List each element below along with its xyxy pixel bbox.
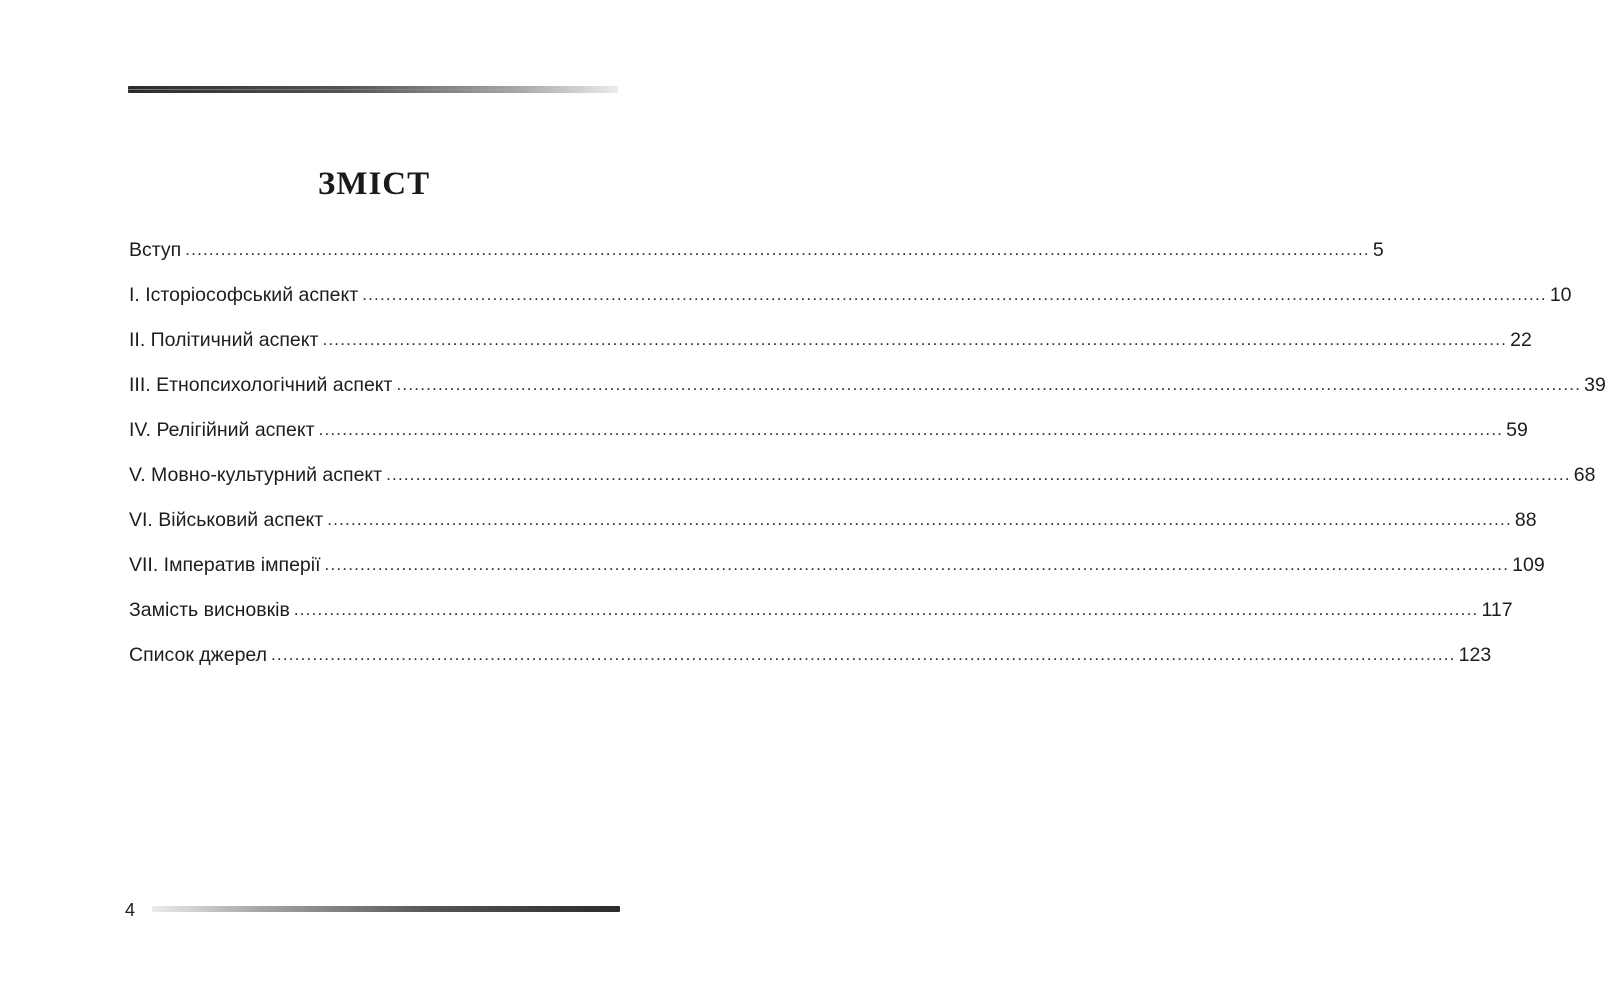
toc-entry-label: Список джерел — [129, 644, 267, 666]
toc-entry-label: VII. Імператив імперії — [129, 554, 321, 576]
page-title: ЗМІСТ — [317, 166, 431, 202]
toc-entry-page: 22 — [1510, 329, 1532, 351]
toc-entry-page: 117 — [1481, 599, 1513, 621]
toc-entry-label: ІV. Релігійний аспект — [129, 419, 315, 441]
toc-entry-page: 5 — [1372, 239, 1384, 261]
toc-leader-dots: ........................................................................................................................................................................................................ — [396, 375, 1582, 394]
toc-leader-dots: ........................................................................................................................................................................................................ — [324, 555, 1510, 574]
toc-entry[interactable] — [129, 322, 1532, 367]
toc-entry-label: Замість висновків — [129, 599, 290, 621]
toc-entry-label: V. Мовно-культурний аспект — [129, 464, 383, 486]
toc-leader-dots: ........................................................................................................................................................................................................ — [386, 465, 1571, 484]
header-rule — [128, 86, 618, 93]
toc-entry-page: 59 — [1506, 419, 1528, 441]
toc-leader-dots: ........................................................................................................................................................................................................ — [293, 600, 1479, 619]
toc-leader-dots: ........................................................................................................................................................................................................ — [322, 330, 1508, 349]
toc-entry-label: VI. Військовий аспект — [129, 509, 324, 531]
toc-entry-page: 10 — [1549, 284, 1572, 306]
table-of-contents — [129, 232, 1606, 682]
toc-entry[interactable] — [129, 412, 1528, 457]
toc-entry[interactable] — [129, 502, 1537, 547]
toc-entry-page: 109 — [1512, 554, 1545, 576]
toc-entry[interactable] — [129, 457, 1596, 502]
toc-entry-page: 68 — [1573, 464, 1596, 486]
toc-entry-label: І. Історіософський аспект — [129, 284, 359, 306]
toc-entry-page: 39 — [1584, 374, 1606, 396]
toc-leader-dots: ........................................................................................................................................................................................................ — [362, 285, 1547, 304]
toc-entry[interactable] — [129, 592, 1513, 637]
toc-entry-label: ІІІ. Етнопсихологічний аспект — [129, 374, 393, 396]
toc-entry-label: Вступ — [129, 239, 182, 261]
page-number: 4 — [125, 900, 136, 920]
toc-leader-dots: ........................................................................................................................................................................................................ — [318, 420, 1504, 439]
toc-leader-dots: ........................................................................................................................................................................................................ — [185, 240, 1370, 259]
toc-entry[interactable] — [129, 547, 1545, 592]
toc-entry-page: 123 — [1458, 644, 1492, 666]
toc-entry[interactable] — [129, 637, 1492, 682]
toc-entry[interactable] — [129, 367, 1606, 412]
toc-entry[interactable] — [129, 277, 1572, 322]
toc-leader-dots: ........................................................................................................................................................................................................ — [271, 645, 1456, 664]
toc-leader-dots: ........................................................................................................................................................................................................ — [327, 510, 1512, 529]
toc-entry[interactable] — [129, 232, 1384, 277]
toc-entry-page: 88 — [1514, 509, 1537, 531]
footer-rule — [152, 906, 620, 912]
toc-entry-label: ІІ. Політичний аспект — [129, 329, 319, 351]
